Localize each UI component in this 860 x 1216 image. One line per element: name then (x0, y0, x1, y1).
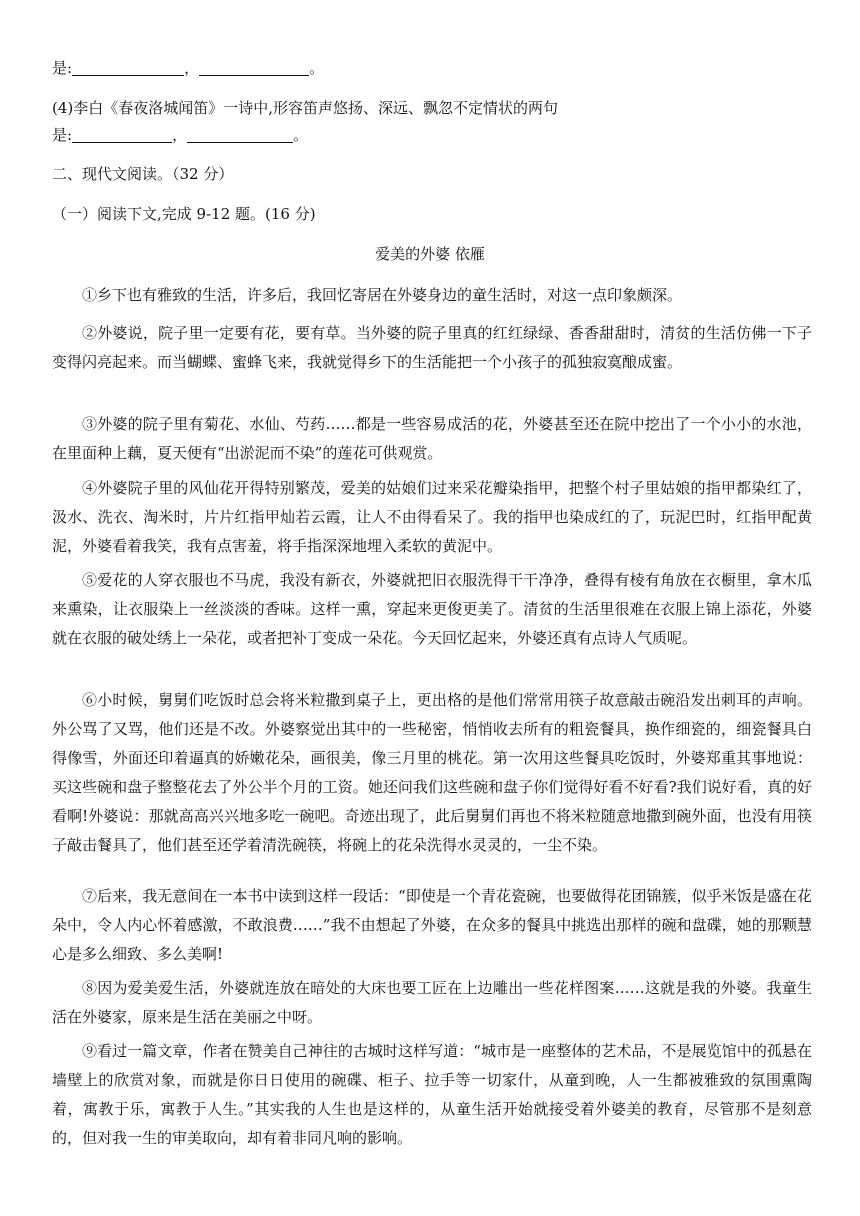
article-paragraph-4: ④外婆院子里的风仙花开得特别繁茂，爱美的姑娘们过来采花瓣染指甲，把整个村子里姑娘的指甲都染红了，汲水、洗衣、淘米时，片片红指甲灿若云霞，让人不由得看呆了。我的指甲也染成红的了，玩泥巴时，红指甲配黄泥，外婆看着我笑，我有点害羞，将手指深深地埋入柔软的黄泥中。 (52, 479, 812, 555)
q4-question (52, 98, 558, 118)
answer-blank-2[interactable] (187, 126, 293, 143)
article-paragraph-1: ①乡下也有雅致的生活，许多后，我回忆寄居在外婆身边的童生活时，对这一点印象颇深。 (82, 286, 683, 304)
q4-answer-line (52, 125, 308, 145)
article-paragraph-7: ⑦后来，我无意间在一本书中读到这样一段话：“即使是一个青花瓷碗，也要做得花团锦簇，似乎米饭是盛在花朵中，令人内心怀着感激，不敢浪费……”我不由想起了外婆，在众多的餐具中挑选出那样的碗和盘碟，她的那颗慧心是多么细致、多么美啊! (52, 887, 812, 963)
answer-end: 。 (309, 59, 325, 77)
answer-separator: ， (172, 126, 188, 144)
answer-blank-1[interactable] (72, 59, 184, 76)
article-paragraph-9: ⑨看过一篇文章，作者在赞美自己神往的古城时这样写道：“城市是一座整体的艺术品，不是展览馆中的孤悬在墙壁上的欣赏对象，而就是你日日使用的碗碟、柜子、拉手等一切家什，从童到晚，人一生都被雅致的氛围熏陶着，寓教于乐，寓教于人生。”其实我的人生也是这样的，从童生活开始就接受着外婆美的教育，尽管那不是刻意的，但对我一生的审美取向，却有着非同凡响的影响。 (52, 1042, 812, 1147)
answer-end: 。 (293, 126, 309, 144)
q3-answer-line (52, 58, 324, 78)
article-paragraph-3: ③外婆的院子里有菊花、水仙、芍药……都是一些容易成活的花，外婆甚至还在院中挖出了一个小小的水池，在里面种上藕，夏天便有“出淤泥而不染”的莲花可供观赏。 (52, 415, 812, 462)
section-2-heading: 二、现代文阅读。（32 分） (52, 165, 234, 183)
article-paragraph-2: ②外婆说，院子里一定要有花，要有草。当外婆的院子里真的红红绿绿、香香甜甜时，清贫的生活仿佛一下子变得闪亮起来。而当蝴蝶、蜜蜂飞来，我就觉得乡下的生活能把一个小孩子的孤独寂寞酿成蜜。 (52, 324, 812, 371)
article-paragraph-6: ⑥小时候，舅舅们吃饭时总会将米粒撒到桌子上，更出格的是他们常常用筷子故意敲击碗沿发出刺耳的声响。外公骂了又骂，他们还是不改。外婆察觉出其中的一些秘密，悄悄收去所有的粗瓷餐具，换作细瓷的，细瓷餐具白得像雪，外面还印着逼真的娇嫩花朵，画很美，像三月里的桃花。第一次用这些餐具吃饭时，外婆郑重其事地说：买这些碗和盘子整整花去了外公半个月的工资。她还问我们这些碗和盘子你们觉得好看不好看?我们说好看，真的好看啊!外婆说：那就高高兴兴地多吃一碗吧。奇迹出现了，此后舅舅们再也不将米粒随意地撒到碗外面，也没有用筷子敲击餐具了，他们甚至还学着清洗碗筷，将碗上的花朵洗得水灵灵的，一尘不染。 (52, 691, 812, 854)
answer-blank-2[interactable] (199, 59, 309, 76)
answer-prefix: 是: (52, 59, 73, 77)
q4-question-text: (4)李白《春夜洛城闻笛》一诗中,形容笛声悠扬、深远、飘忽不定情状的两句 (52, 99, 559, 117)
article-paragraph-8: ⑧因为爱美爱生活，外婆就连放在暗处的大床也要工匠在上边雕出一些花样图案……这就是我的外婆。我童生活在外婆家，原来是生活在美丽之中呀。 (52, 979, 812, 1026)
article-title: 爱美的外婆 依雁 (375, 245, 485, 263)
answer-blank-1[interactable] (72, 126, 172, 143)
subsection-1-heading: （一）阅读下文,完成 9-12 题。(16 分) (52, 205, 316, 223)
answer-separator: ， (184, 59, 200, 77)
answer-prefix: 是: (52, 126, 73, 144)
article-paragraph-5: ⑤爱花的人穿衣服也不马虎，我没有新衣，外婆就把旧衣服洗得干干净净，叠得有棱有角放在衣橱里，拿木瓜来熏染，让衣服染上一丝淡淡的香味。这样一熏，穿起来更俊更美了。清贫的生活里很难在衣服上锦上添花，外婆就在衣服的破处绣上一朵花，或者把补丁变成一朵花。今天回忆起来，外婆还真有点诗人气质呢。 (52, 571, 812, 647)
